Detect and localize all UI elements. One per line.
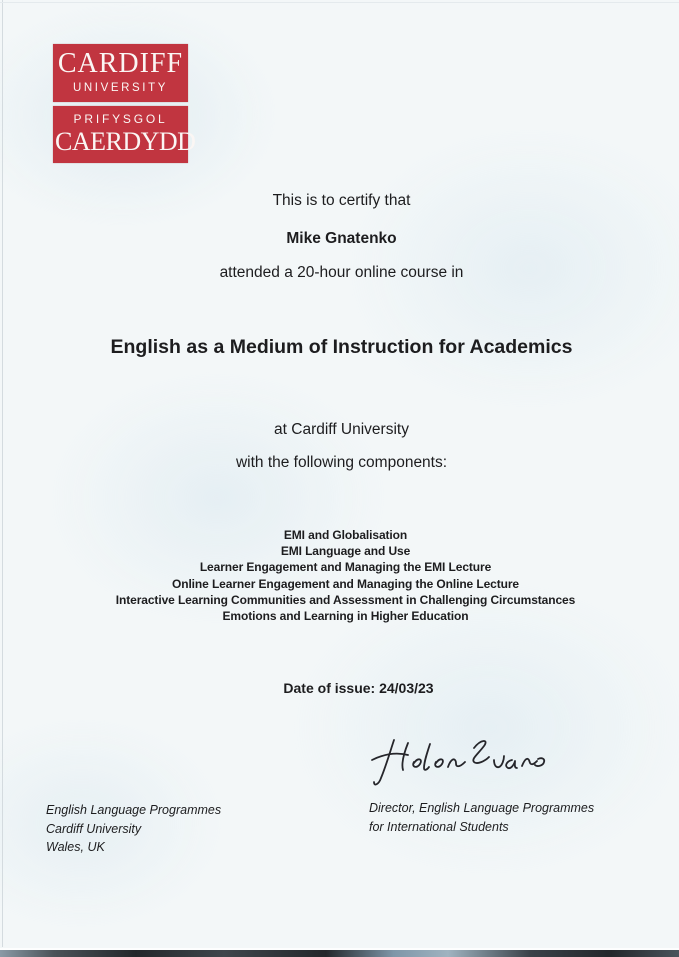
issuer-line: Cardiff University [46,821,142,836]
logo-caerdydd-text: CAERDYDD [55,127,196,156]
logo-english-block [53,44,188,102]
scan-edge-left [2,0,3,947]
issuer-line: English Language Programmes [46,803,222,817]
location-line: at Cardiff University [274,421,409,438]
component-item: Interactive Learning Communities and Assessment in Challenging Circumstances [115,592,576,607]
logo-welsh-block [53,106,196,163]
signatory-line: Director, English Language Programmes [369,801,595,815]
scan-edge-top [0,2,679,3]
components-list [6,527,679,624]
issuer-address-block [46,801,221,857]
scanner-bed-strip [0,950,679,957]
signatory-title-block [369,799,594,836]
course-title: English as a Medium of Instruction for Academics [110,336,573,358]
cardiff-university-logo [53,44,196,163]
signature-strokes [370,734,548,792]
certify-intro-line: This is to certify that [272,192,411,209]
logo-prifysgol-text: PRIFYSGOL [73,112,168,126]
recipient-name: Mike Gnatenko [286,230,397,247]
attended-line: attended a 20-hour online course in [219,264,464,281]
component-item: EMI Language and Use [280,544,411,559]
signatory-line: for International Students [369,819,509,834]
issuer-line: Wales, UK [46,840,105,854]
components-intro-line: with the following components: [235,454,448,471]
signature-handwriting [370,734,548,792]
component-item: Learner Engagement and Managing the EMI Lecture [199,560,492,575]
logo-cardiff-text: CARDIFF [57,48,184,79]
date-of-issue: Date of issue: 24/03/23 [283,680,434,696]
component-item: Emotions and Learning in Higher Education [222,609,469,624]
logo-university-text: UNIVERSITY [72,82,168,94]
component-item: Online Learner Engagement and Managing the Online Lecture [171,576,520,591]
component-item: EMI and Globalisation [283,528,408,542]
